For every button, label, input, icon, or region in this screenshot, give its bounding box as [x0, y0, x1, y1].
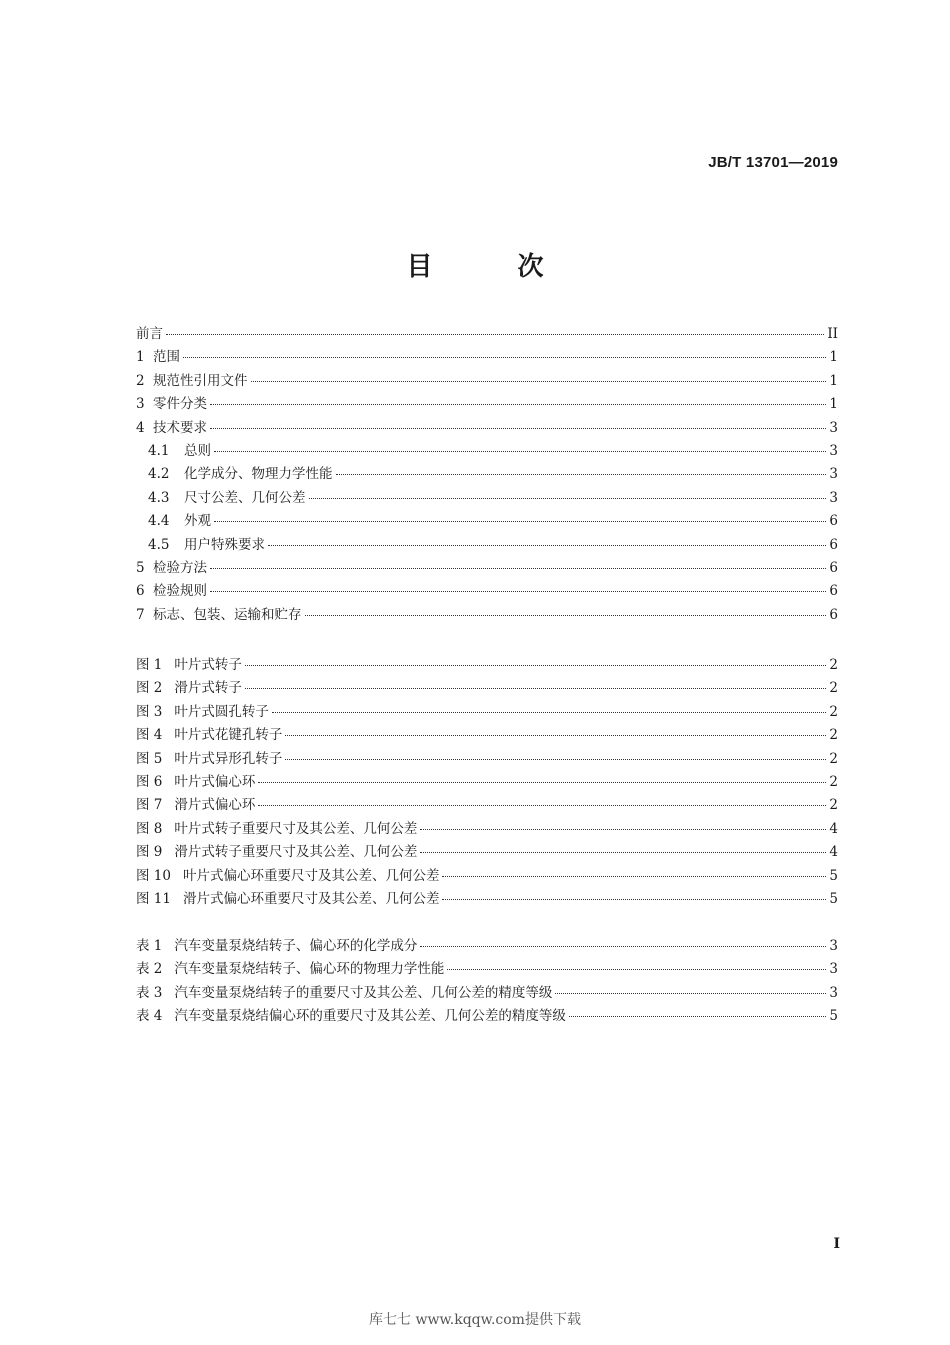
figure-toc: [136, 653, 838, 910]
toc-entry[interactable]: [136, 957, 838, 980]
toc-entry[interactable]: [136, 981, 838, 1004]
toc-entry[interactable]: [136, 793, 838, 816]
toc-entry-number: 4: [136, 419, 145, 436]
dot-leader: [285, 735, 826, 736]
toc-entry-number: 图 7: [136, 797, 163, 814]
toc-entry-number: 表 2: [136, 961, 163, 978]
toc-entry-number: 2: [136, 372, 145, 389]
toc-entry-page: 5: [829, 867, 838, 884]
toc-entry-page: 2: [829, 680, 838, 697]
toc-entry-page: 4: [829, 844, 838, 861]
toc-entry-page: II: [827, 326, 838, 342]
toc-entry[interactable]: [136, 934, 838, 957]
toc-entry-title: 汽车变量泵烧结转子、偏心环的物理力学性能: [174, 961, 445, 978]
toc-entry-title: 范围: [153, 349, 180, 366]
toc-entry-number: 4.2: [148, 466, 170, 483]
toc-entry-page: 6: [829, 536, 838, 553]
toc-entry-number: 4.1: [148, 442, 170, 459]
toc-entry[interactable]: [136, 556, 838, 579]
page-number: I: [833, 1236, 840, 1252]
dot-leader: [272, 712, 827, 713]
toc-entry[interactable]: [136, 392, 838, 415]
toc-entry[interactable]: [136, 486, 838, 509]
dot-leader: [214, 521, 826, 522]
toc-entry-title: 检验方法: [153, 559, 207, 576]
toc-entry[interactable]: [136, 887, 838, 910]
toc-entry-number: 图 3: [136, 703, 163, 720]
toc-entry-title: 前言: [136, 326, 163, 342]
dot-leader: [214, 451, 826, 452]
dot-leader: [245, 688, 827, 689]
dot-leader: [251, 381, 827, 382]
dot-leader: [442, 899, 826, 900]
dot-leader: [285, 759, 826, 760]
dot-leader: [183, 357, 826, 358]
dot-leader: [305, 615, 827, 616]
toc-entry-page: 2: [829, 703, 838, 720]
toc-entry-title: 技术要求: [153, 419, 207, 436]
dot-leader: [442, 876, 826, 877]
toc-entry[interactable]: [136, 864, 838, 887]
toc-entry-title: 用户特殊要求: [184, 536, 265, 553]
toc-entry-title: 叶片式偏心环: [174, 773, 256, 790]
toc-entry-number: 1: [136, 349, 145, 366]
toc-entry-number: 图 4: [136, 727, 163, 744]
dot-leader: [210, 404, 826, 405]
toc-entry-page: 3: [829, 489, 838, 506]
toc-entry-number: 图 5: [136, 750, 163, 767]
toc-entry-number: 表 4: [136, 1008, 163, 1025]
toc-entry-page: 2: [829, 657, 838, 673]
toc-entry-page: 6: [829, 583, 838, 600]
toc-entry-number: 5: [136, 559, 145, 576]
toc-entry[interactable]: [136, 700, 838, 723]
toc-entry-number: 图 11: [136, 890, 171, 907]
toc-entry[interactable]: [136, 603, 838, 626]
dot-leader: [258, 782, 826, 783]
toc-entry-page: 1: [829, 396, 838, 413]
toc-entry[interactable]: [136, 653, 838, 676]
toc-entry[interactable]: [136, 322, 838, 345]
standard-code: JB/T 13701—2019: [708, 154, 838, 171]
toc-entry-title: 滑片式偏心环: [174, 797, 256, 814]
toc-entry-page: 5: [829, 1008, 838, 1025]
toc-entry-number: 4.3: [148, 489, 170, 506]
toc-entry-title: 汽车变量泵烧结偏心环的重要尺寸及其公差、几何公差的精度等级: [174, 1008, 566, 1025]
toc-entry-title: 规范性引用文件: [153, 372, 248, 389]
toc-entry-page: 3: [829, 466, 838, 483]
dot-leader: [555, 993, 826, 994]
toc-entry-number: 4.4: [148, 513, 170, 530]
dot-leader: [245, 665, 827, 666]
toc-entry[interactable]: [136, 817, 838, 840]
toc-entry[interactable]: [136, 1004, 838, 1027]
toc-entry-page: 1: [829, 349, 838, 366]
dot-leader: [210, 568, 826, 569]
toc-entry[interactable]: [136, 462, 838, 485]
dot-leader: [258, 805, 826, 806]
dot-leader: [268, 545, 826, 546]
toc-entry-page: 2: [829, 797, 838, 814]
toc-entry-page: 2: [829, 750, 838, 767]
toc-entry[interactable]: [136, 747, 838, 770]
toc-entry-number: 3: [136, 396, 145, 413]
toc-entry-number: 表 1: [136, 938, 163, 954]
toc-entry-title: 零件分类: [153, 396, 207, 413]
toc-entry-number: 图 8: [136, 820, 163, 837]
toc-entry-number: 7: [136, 606, 145, 623]
toc-entry-number: 图 2: [136, 680, 163, 697]
toc-entry[interactable]: [136, 369, 838, 392]
toc-entry-page: 1: [829, 372, 838, 389]
toc-entry-number: 表 3: [136, 984, 163, 1001]
toc-entry-title: 化学成分、物理力学性能: [184, 466, 333, 483]
toc-entry-page: 6: [829, 513, 838, 530]
toc-entry-title: 叶片式转子重要尺寸及其公差、几何公差: [174, 820, 418, 837]
toc-entry[interactable]: [136, 770, 838, 793]
toc-entry-title: 总则: [184, 442, 211, 459]
dot-leader: [336, 474, 827, 475]
toc-entry[interactable]: [136, 439, 838, 462]
dot-leader: [447, 969, 826, 970]
toc-entry-page: 3: [829, 938, 838, 954]
toc-entry[interactable]: [136, 345, 838, 368]
toc-entry-page: 5: [829, 890, 838, 907]
toc-entry-title: 叶片式花键孔转子: [174, 727, 283, 744]
dot-leader: [420, 829, 826, 830]
toc-entry-title: 叶片式偏心环重要尺寸及其公差、几何公差: [182, 867, 440, 884]
section-toc: [136, 322, 838, 626]
toc-entry[interactable]: [136, 579, 838, 602]
toc-entry-title: 滑片式转子: [174, 680, 242, 697]
dot-leader: [210, 428, 826, 429]
toc-entry-page: 2: [829, 773, 838, 790]
dot-leader: [166, 334, 824, 335]
toc-entry-page: 3: [829, 984, 838, 1001]
toc-entry-page: 3: [829, 419, 838, 436]
dot-leader: [210, 591, 826, 592]
toc-entry-title: 滑片式转子重要尺寸及其公差、几何公差: [174, 844, 418, 861]
toc-entry[interactable]: [136, 723, 838, 746]
toc-entry-title: 外观: [184, 513, 211, 530]
toc-entry-title: 叶片式异形孔转子: [174, 750, 283, 767]
toc-entry[interactable]: [136, 676, 838, 699]
toc-entry-page: 3: [829, 442, 838, 459]
dot-leader: [420, 946, 826, 947]
toc-entry[interactable]: [136, 416, 838, 439]
toc-entry[interactable]: [136, 509, 838, 532]
toc-entry[interactable]: [136, 533, 838, 556]
toc-entry-number: 图 9: [136, 844, 163, 861]
toc-entry-title: 汽车变量泵烧结转子、偏心环的化学成分: [174, 938, 418, 954]
dot-leader: [309, 498, 827, 499]
toc-entry-title: 汽车变量泵烧结转子的重要尺寸及其公差、几何公差的精度等级: [174, 984, 553, 1001]
toc-entry-title: 尺寸公差、几何公差: [184, 489, 306, 506]
toc-entry-number: 图 10: [136, 867, 171, 884]
toc-entry-number: 6: [136, 583, 145, 600]
toc-entry-title: 滑片式偏心环重要尺寸及其公差、几何公差: [182, 890, 440, 907]
dot-leader: [569, 1016, 827, 1017]
toc-entry-title: 检验规则: [153, 583, 207, 600]
toc-entry-title: 叶片式转子: [174, 657, 242, 673]
dot-leader: [420, 852, 826, 853]
toc-entry-page: 3: [829, 961, 838, 978]
toc-entry-page: 2: [829, 727, 838, 744]
toc-entry-number: 图 6: [136, 773, 163, 790]
page-title: 目 次: [406, 252, 582, 282]
toc-entry-number: 图 1: [136, 657, 163, 673]
toc-entry-page: 6: [829, 606, 838, 623]
toc-entry[interactable]: [136, 840, 838, 863]
toc-entry-number: 4.5: [148, 536, 170, 553]
toc-entry-page: 6: [829, 559, 838, 576]
toc-entry-title: 叶片式圆孔转子: [174, 703, 269, 720]
download-watermark: 库七七 www.kqqw.com提供下载: [369, 1312, 581, 1328]
table-toc: [136, 934, 838, 1028]
toc-entry-page: 4: [829, 820, 838, 837]
toc-entry-title: 标志、包装、运输和贮存: [153, 606, 302, 623]
